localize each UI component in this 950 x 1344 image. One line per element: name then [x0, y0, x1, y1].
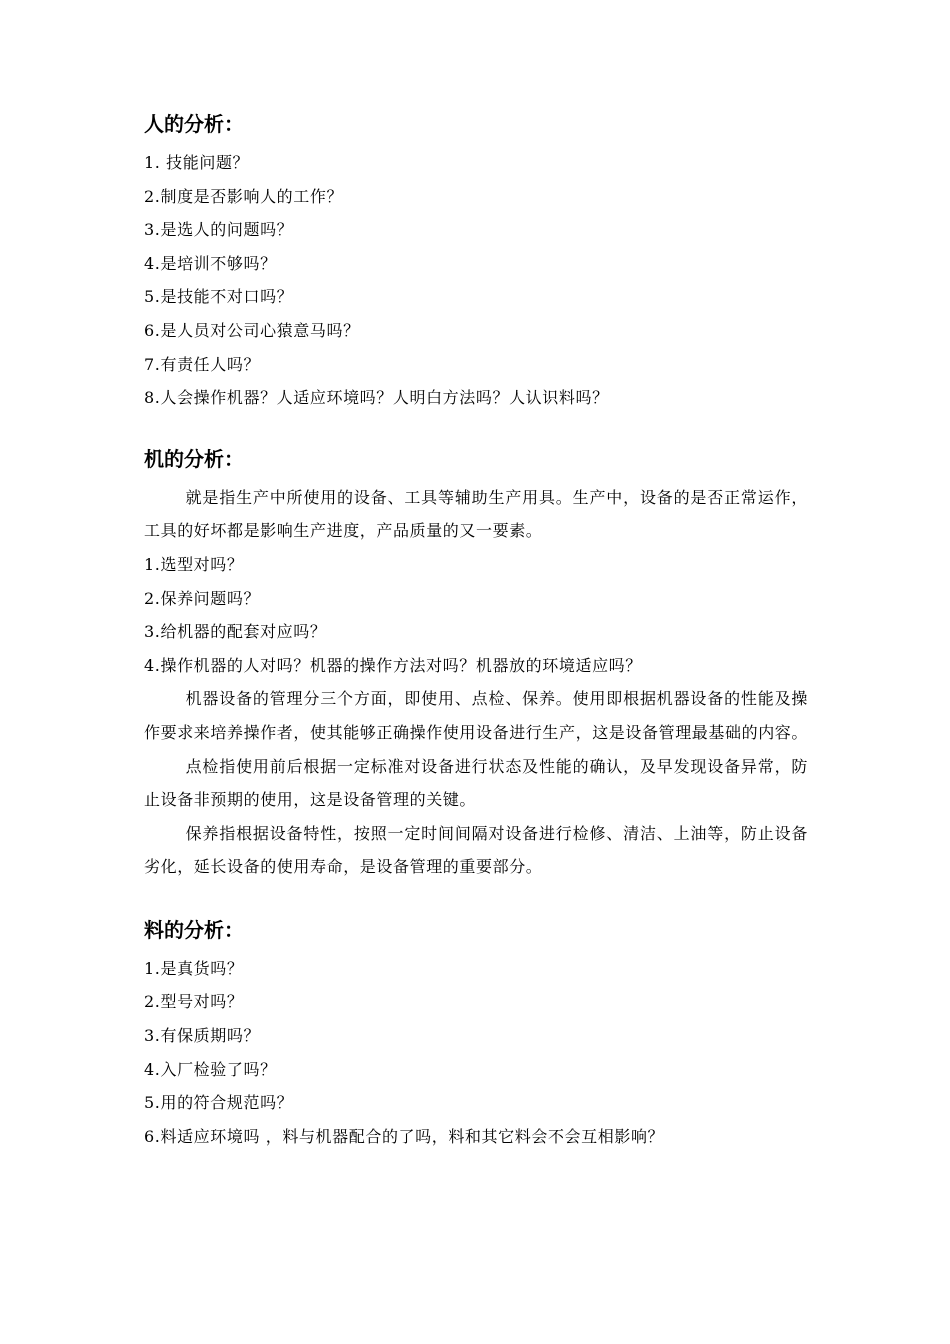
body-paragraph: 保养指根据设备特性，按照一定时间间隔对设备进行检修、清洁、上油等，防止设备劣化，延长设备的使用寿命，是设备管理的重要部分。 — [144, 823, 808, 877]
list-item: 2.保养问题吗？ — [144, 588, 261, 608]
list-item: 5.是技能不对口吗？ — [144, 287, 294, 307]
question-list — [144, 952, 808, 1154]
list-item: 5.用的符合规范吗？ — [144, 1093, 294, 1113]
list-item: 1.是真货吗？ — [144, 958, 244, 978]
list-item: 1. 技能问题？ — [144, 153, 250, 172]
body-paragraph: 点检指使用前后根据一定标准对设备进行状态及性能的确认，及早发现设备异常，防止设备非预期的使用，这是设备管理的关键。 — [144, 756, 808, 810]
section-heading: 料的分析： — [144, 917, 244, 942]
section-person-analysis — [144, 108, 808, 415]
question-list — [144, 548, 808, 682]
list-item: 1.选型对吗？ — [144, 554, 244, 574]
section-heading: 人的分析： — [144, 112, 244, 136]
section-heading: 机的分析： — [144, 446, 244, 471]
list-item: 8.人会操作机器？人适应环境吗？人明白方法吗？人认识料吗？ — [144, 388, 609, 408]
list-item: 3.有保质期吗？ — [144, 1026, 261, 1046]
document-page — [144, 108, 808, 1153]
intro-paragraph: 就是指生产中所使用的设备、工具等辅助生产用具。生产中，设备的是否正常运作，工具的好坏都是影响生产进度，产品质量的又一要素。 — [144, 487, 808, 541]
list-item: 3.是选人的问题吗？ — [144, 220, 294, 240]
list-item: 6.料适应环境吗 ，料与机器配合的了吗，料和其它料会不会互相影响？ — [144, 1126, 665, 1146]
question-list — [144, 146, 808, 415]
list-item: 7.有责任人吗？ — [144, 354, 261, 374]
section-machine-analysis — [144, 443, 808, 884]
section-material-analysis — [144, 914, 808, 1154]
body-paragraph: 机器设备的管理分三个方面，即使用、点检、保养。使用即根据机器设备的性能及操作要求来培养操作者，使其能够正确操作使用设备进行生产，这是设备管理最基础的内容。 — [144, 689, 809, 742]
list-item: 4.入厂检验了吗？ — [144, 1059, 277, 1079]
list-item: 2.型号对吗？ — [144, 992, 244, 1012]
list-item: 3.给机器的配套对应吗？ — [144, 622, 327, 642]
list-item: 4.是培训不够吗？ — [144, 253, 277, 273]
list-item: 6.是人员对公司心猿意马吗？ — [144, 320, 360, 340]
list-item: 4.操作机器的人对吗？机器的操作方法对吗？机器放的环境适应吗？ — [144, 655, 642, 675]
list-item: 2.制度是否影响人的工作？ — [144, 186, 344, 206]
